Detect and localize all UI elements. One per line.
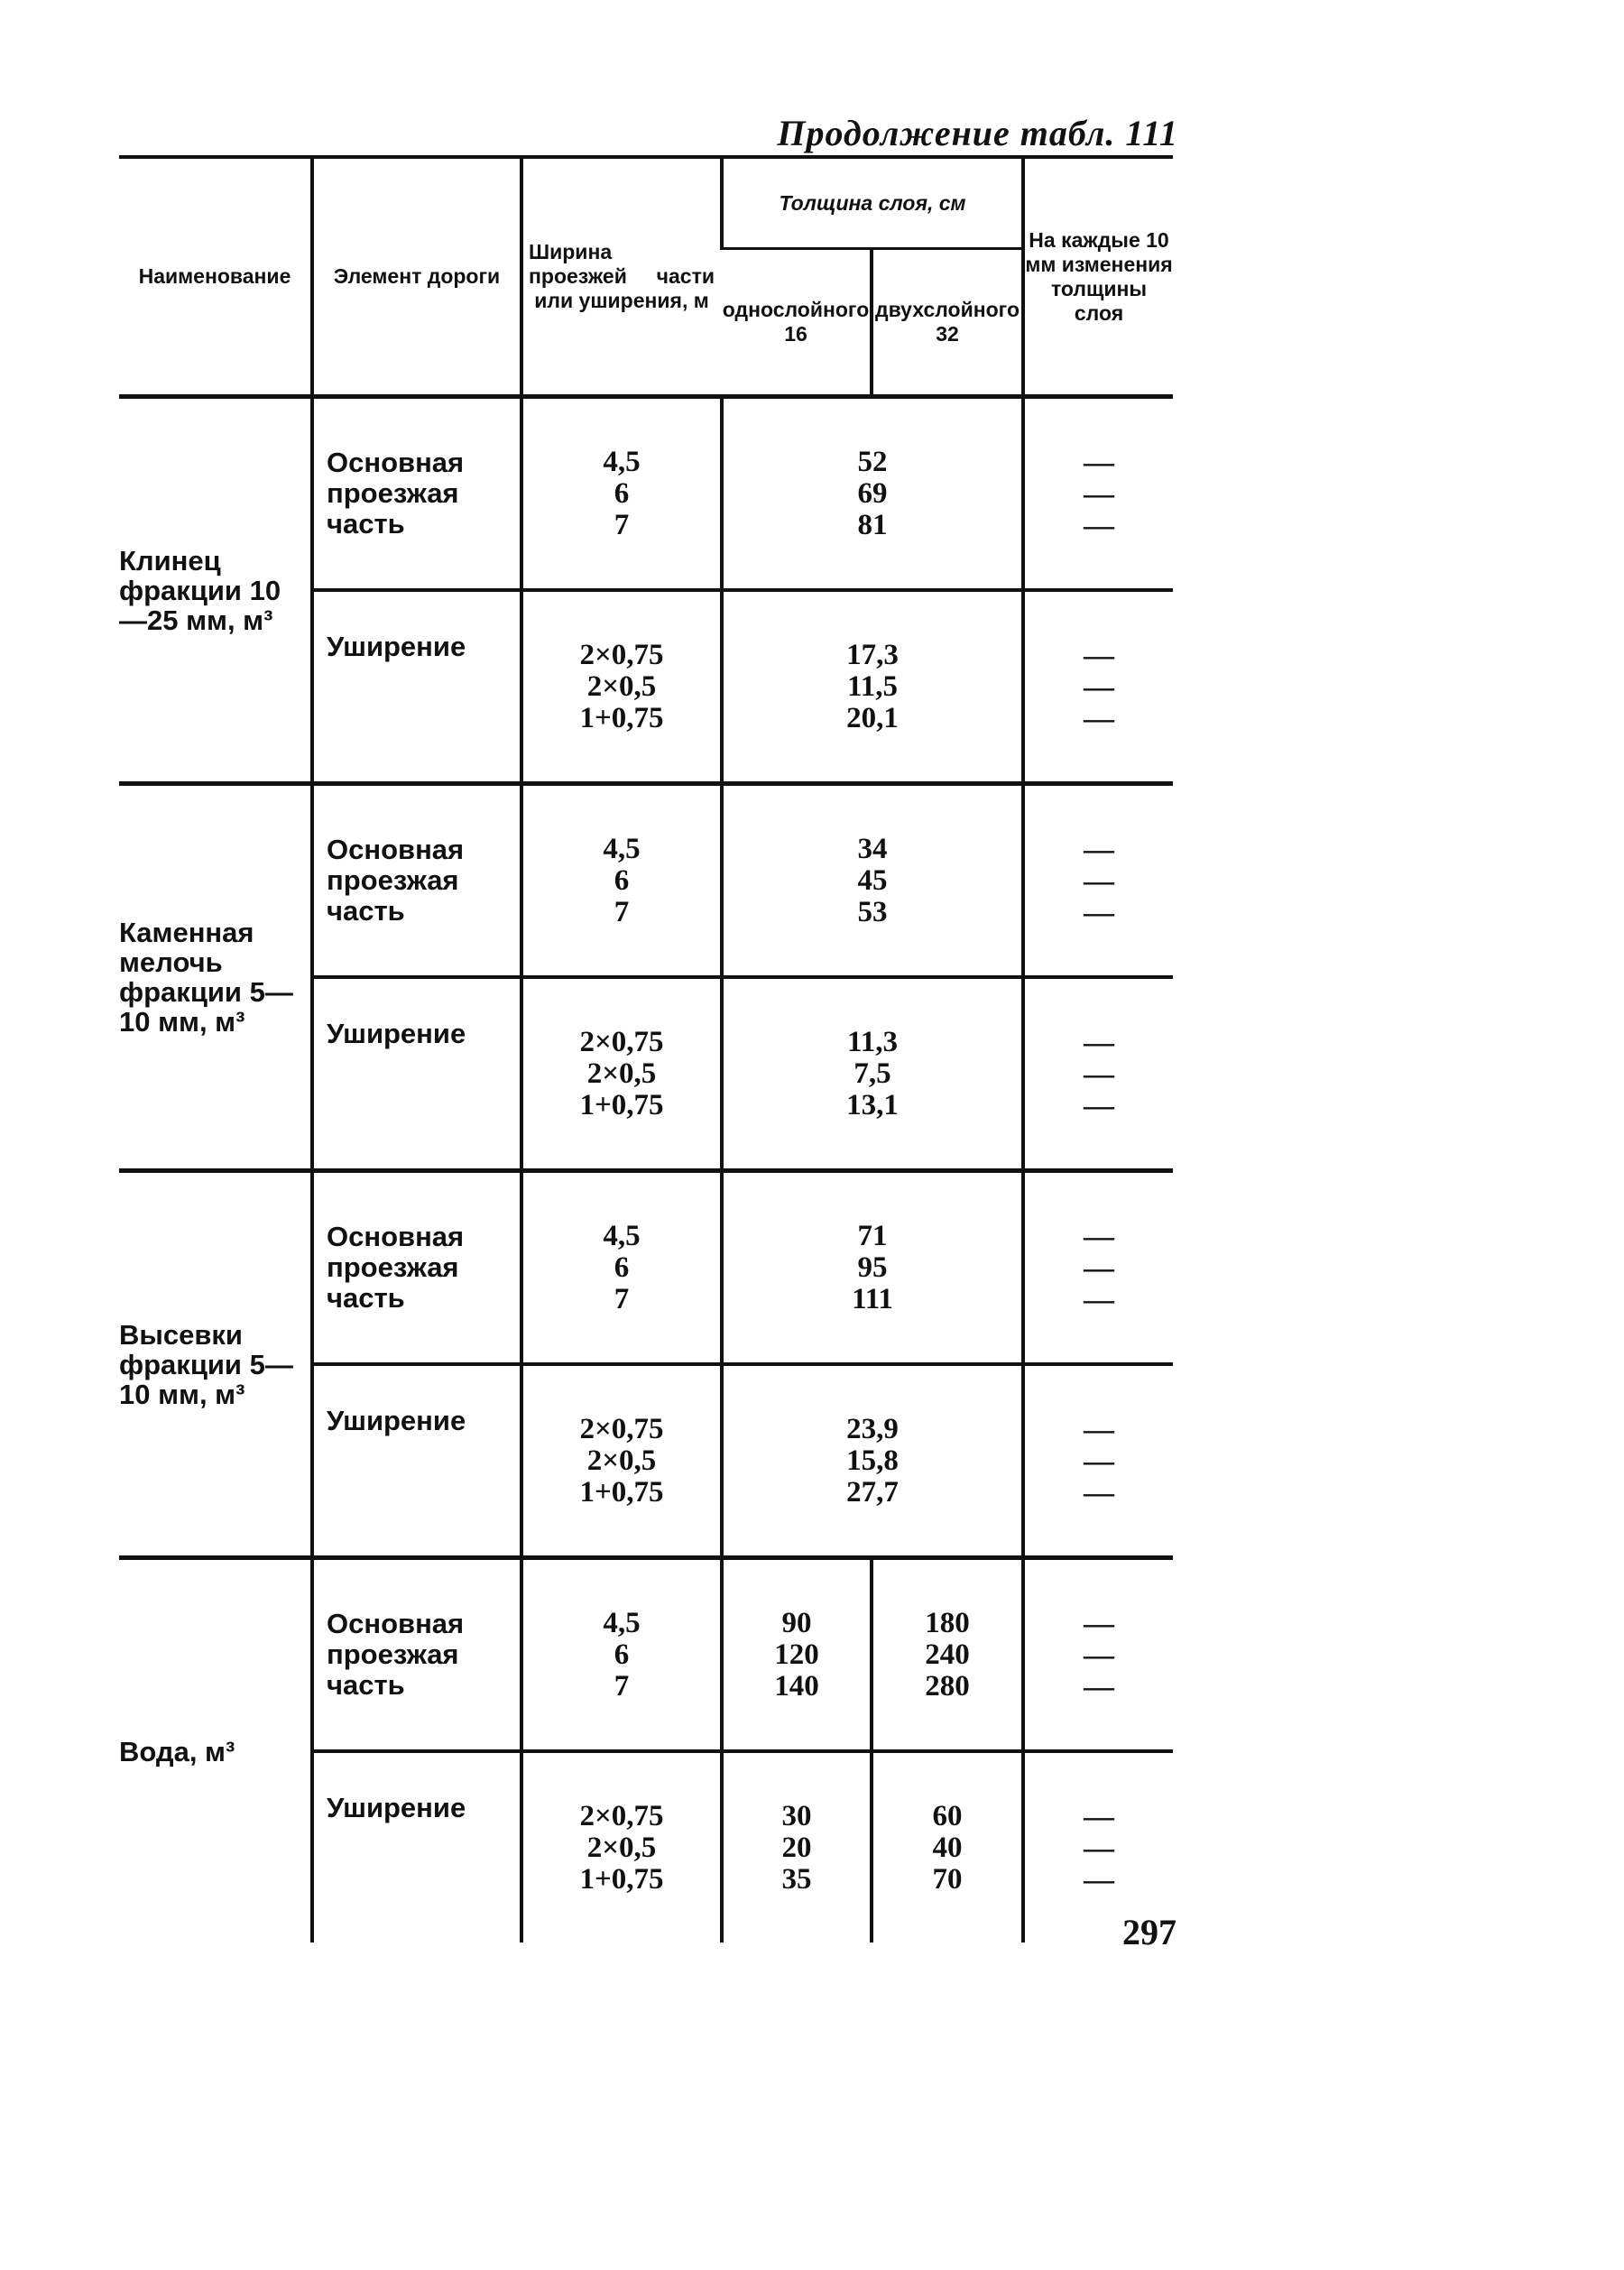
single-layer-value: 140	[774, 1669, 819, 1702]
road-element: Уширение	[312, 977, 521, 1171]
dash-mark: —	[1084, 1412, 1115, 1446]
width-cell	[521, 1364, 722, 1558]
single-layer-value: 95	[857, 1250, 888, 1284]
road-element: Основная проезжая часть	[312, 397, 521, 591]
dash-mark: —	[1084, 863, 1115, 898]
header-double-layer: двухслойного 32	[872, 249, 1023, 397]
width-cell	[521, 977, 722, 1171]
per-10mm-cell	[1023, 590, 1173, 784]
double-layer-cell	[872, 1751, 1023, 1942]
double-layer-value: 70	[932, 1862, 963, 1896]
single-layer-value: 34	[857, 832, 888, 865]
dash-mark: —	[1084, 1669, 1115, 1703]
width-value: 1+0,75	[579, 701, 664, 734]
single-layer-cell	[722, 1558, 872, 1752]
dash-mark: —	[1084, 1799, 1115, 1833]
single-layer-value: 27,7	[846, 1475, 899, 1509]
road-element: Основная проезжая часть	[312, 784, 521, 978]
thickness-cell	[722, 1171, 1023, 1365]
single-layer-value: 23,9	[846, 1412, 899, 1445]
header-element: Элемент дороги	[312, 157, 521, 397]
table-row	[119, 397, 1173, 591]
single-layer-value: 13,1	[846, 1088, 899, 1121]
width-value: 2×0,75	[579, 638, 664, 671]
road-element: Основная проезжая часть	[312, 1558, 521, 1752]
single-layer-value: 20	[781, 1831, 812, 1864]
single-layer-value: 11,5	[847, 669, 898, 703]
width-value: 2×0,75	[579, 1799, 664, 1832]
width-value: 6	[614, 863, 630, 897]
header-thickness: Толщина слоя, см	[722, 157, 1023, 249]
dash-mark: —	[1084, 1475, 1115, 1509]
dash-mark: —	[1084, 1282, 1115, 1316]
dash-mark: —	[1084, 1638, 1115, 1672]
single-layer-cell	[722, 1751, 872, 1942]
width-value: 1+0,75	[579, 1088, 664, 1121]
thickness-cell	[722, 397, 1023, 591]
single-layer-value: 35	[781, 1862, 812, 1896]
width-value: 6	[614, 1638, 630, 1671]
header-name: Наименование	[119, 157, 312, 397]
per-10mm-cell	[1023, 1171, 1173, 1365]
width-cell	[521, 1171, 722, 1365]
road-element: Основная проезжая часть	[312, 1171, 521, 1365]
table-header	[119, 157, 1173, 397]
material-name: Клинец фракции 10—25 мм, м³	[119, 397, 312, 784]
road-element: Уширение	[312, 590, 521, 784]
width-value: 7	[614, 895, 630, 928]
width-value: 2×0,5	[586, 1057, 657, 1090]
single-layer-value: 45	[857, 863, 888, 897]
dash-mark: —	[1084, 1831, 1115, 1865]
header-width: Ширина проезжей части или уширения, м	[521, 157, 722, 397]
table-row	[119, 1558, 1173, 1752]
dash-mark: —	[1084, 1088, 1115, 1122]
thickness-cell	[722, 590, 1023, 784]
per-10mm-cell	[1023, 784, 1173, 978]
material-name: Вода, м³	[119, 1558, 312, 1943]
width-cell	[521, 397, 722, 591]
width-value: 7	[614, 1282, 630, 1315]
double-layer-value: 280	[925, 1669, 970, 1702]
width-value: 7	[614, 1669, 630, 1702]
dash-mark: —	[1084, 1250, 1115, 1285]
single-layer-value: 111	[852, 1282, 893, 1315]
per-10mm-cell	[1023, 977, 1173, 1171]
width-cell	[521, 784, 722, 978]
double-layer-value: 60	[932, 1799, 963, 1832]
thickness-cell	[722, 1364, 1023, 1558]
table-body	[119, 397, 1173, 1943]
table-row	[119, 784, 1173, 978]
dash-mark: —	[1084, 832, 1115, 866]
width-cell	[521, 1558, 722, 1752]
single-layer-value: 90	[781, 1606, 812, 1639]
single-layer-value: 120	[774, 1638, 819, 1671]
table-continuation-caption: Продолжение табл. 111	[777, 113, 1178, 153]
width-value: 2×0,5	[586, 669, 657, 703]
material-name: Каменная мелочь фракции 5—10 мм, м³	[119, 784, 312, 1171]
width-value: 4,5	[603, 1606, 641, 1639]
single-layer-value: 20,1	[846, 701, 899, 734]
width-value: 2×0,75	[579, 1412, 664, 1445]
material-name: Высевки фракции 5—10 мм, м³	[119, 1171, 312, 1558]
dash-mark: —	[1084, 638, 1115, 672]
width-value: 7	[614, 508, 630, 541]
dash-mark: —	[1084, 895, 1115, 929]
road-element: Уширение	[312, 1364, 521, 1558]
thickness-cell	[722, 784, 1023, 978]
single-layer-value: 7,5	[854, 1057, 891, 1090]
dash-mark: —	[1084, 1606, 1115, 1640]
width-value: 6	[614, 476, 630, 510]
road-element: Уширение	[312, 1751, 521, 1942]
double-layer-value: 240	[925, 1638, 970, 1671]
single-layer-value: 69	[857, 476, 888, 510]
width-value: 2×0,5	[586, 1831, 657, 1864]
single-layer-value: 30	[781, 1799, 812, 1832]
double-layer-value: 40	[932, 1831, 963, 1864]
width-value: 1+0,75	[579, 1475, 664, 1509]
single-layer-value: 81	[857, 508, 888, 541]
single-layer-value: 53	[857, 895, 888, 928]
dash-mark: —	[1084, 445, 1115, 479]
single-layer-value: 17,3	[846, 638, 899, 671]
dash-mark: —	[1084, 1057, 1115, 1091]
materials-table	[119, 155, 1173, 1942]
width-value: 1+0,75	[579, 1862, 664, 1896]
width-cell	[521, 590, 722, 784]
per-10mm-cell	[1023, 397, 1173, 591]
width-value: 6	[614, 1250, 630, 1284]
width-cell	[521, 1751, 722, 1942]
table-row	[119, 1171, 1173, 1365]
header-per-10mm: На каждые 10 мм изменения толщины слоя	[1023, 157, 1173, 397]
single-layer-value: 15,8	[846, 1444, 899, 1477]
single-layer-value: 52	[857, 445, 888, 478]
header-single-layer: однослойного 16	[722, 249, 872, 397]
dash-mark: —	[1084, 1444, 1115, 1478]
per-10mm-cell	[1023, 1558, 1173, 1752]
dash-mark: —	[1084, 1862, 1115, 1896]
dash-mark: —	[1084, 669, 1115, 704]
page-number: 297	[1122, 1912, 1176, 1952]
width-value: 2×0,75	[579, 1025, 664, 1058]
double-layer-value: 180	[925, 1606, 970, 1639]
width-value: 4,5	[603, 445, 641, 478]
thickness-cell	[722, 977, 1023, 1171]
single-layer-value: 71	[857, 1219, 888, 1252]
dash-mark: —	[1084, 476, 1115, 511]
width-value: 4,5	[603, 832, 641, 865]
dash-mark: —	[1084, 1025, 1115, 1059]
dash-mark: —	[1084, 1219, 1115, 1253]
dash-mark: —	[1084, 508, 1115, 542]
per-10mm-cell	[1023, 1364, 1173, 1558]
width-value: 2×0,5	[586, 1444, 657, 1477]
double-layer-cell	[872, 1558, 1023, 1752]
single-layer-value: 11,3	[847, 1025, 898, 1058]
width-value: 4,5	[603, 1219, 641, 1252]
dash-mark: —	[1084, 701, 1115, 735]
